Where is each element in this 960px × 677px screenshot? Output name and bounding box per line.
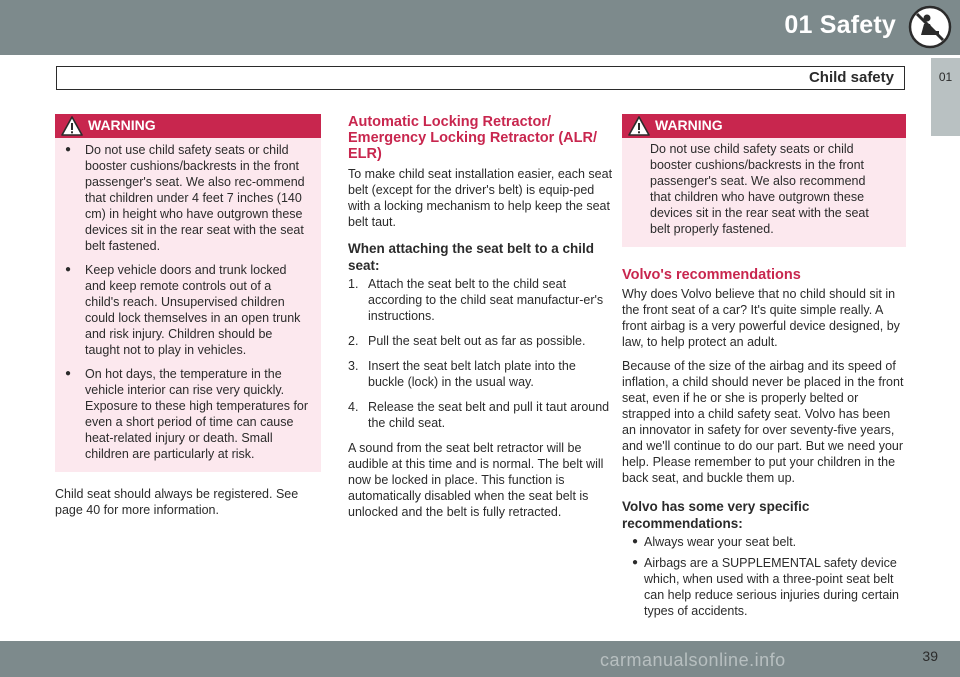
watermark-text: carmanualsonline.info <box>600 650 786 670</box>
recommendations-heading: Volvo's recommendations <box>622 267 801 283</box>
warning-item: ● Keep vehicle doors and trunk locked and keep remote controls out of a child's reach. Unsupervised children could lock themselves in an open trunk and risk injury. Children should be taught not to play in vehicles. <box>55 262 309 358</box>
recommendation-item: ● Airbags are a SUPPLEMENTAL safety device which, when used with a three-point seat belt can help reduce serious injuries during certain types of accidents. <box>622 555 906 619</box>
recommendations-paragraph-2: Because of the size of the airbag and its speed of inflation, a child should never be placed in the front seat, even if he or she is properly belted or strapped into a child safety seat. Volvo has been an innovator in safety for over seventy-five years, and we'll continue to do our part. But we need your help. Please remember to put your children in the back seat, and buckle them up. <box>622 359 904 485</box>
warning-triangle-icon <box>61 116 83 136</box>
attach-steps-list <box>348 276 614 431</box>
step-text: Release the seat belt and pull it taut around the child seat. <box>368 400 610 430</box>
step-item <box>348 333 614 349</box>
step-number: 2. <box>348 334 359 348</box>
section-header <box>56 66 905 90</box>
warning-triangle-icon <box>628 116 650 136</box>
footer-bar <box>0 641 960 677</box>
column-2 <box>348 114 614 520</box>
column-3 <box>622 114 906 627</box>
retractor-paragraph: A sound from the seat belt retractor will be audible at this time and is normal. The belt will now be locked in place. This function is automatically disabled when the seat belt is unlocked and the belt is fully retracted. <box>348 441 604 519</box>
warning-header <box>622 114 906 138</box>
warning-header <box>55 114 321 138</box>
attach-subheading: When attaching the seat belt to a child seat: <box>348 241 595 273</box>
recommendations-paragraph-1: Why does Volvo believe that no child should sit in the front seat of a car? It's quite simple really. A front airbag is a very powerful device designed, by law, to help protect an adult. <box>622 287 900 349</box>
alr-intro-paragraph: To make child seat installation easier, each seat belt (except for the driver's belt) is equip-ped with a locking mechanism to help keep the seat belt taut. <box>348 167 613 229</box>
warning-item: ● On hot days, the temperature in the vehicle interior can rise very quickly. Exposure to these high temperatures for even a short period of time can cause heat-related injury or death. Small children are particularly at risk. <box>55 366 309 462</box>
step-text: Attach the seat belt to the child seat according to the child seat manufactur-er's instructions. <box>368 277 604 323</box>
step-number: 4. <box>348 400 359 414</box>
warning-text: Do not use child safety seats or child booster cushions/backrests in the front passenger's seat. We also recommend that children who have outgrown these devices sit in the rear seat with the seat belt properly fastened. <box>650 142 869 236</box>
page-number: 39 <box>922 648 938 664</box>
step-text: Pull the seat belt out as far as possible. <box>368 334 586 348</box>
header-bar <box>0 0 960 55</box>
recommendations-list <box>622 534 906 619</box>
registration-paragraph: Child seat should always be registered. See page 40 for more information. <box>55 487 299 517</box>
step-number: 3. <box>348 359 359 373</box>
alr-elr-heading: Automatic Locking Retractor/ Emergency Locking Retractor (ALR/ ELR) <box>348 114 597 162</box>
warning-box <box>622 114 906 247</box>
step-item <box>348 399 614 431</box>
step-item <box>348 358 614 390</box>
column-1 <box>55 114 321 518</box>
child-seat-safety-icon <box>908 5 952 49</box>
warning-title: WARNING <box>655 117 723 133</box>
warning-list <box>55 138 321 462</box>
chapter-title: 01 Safety <box>784 11 896 39</box>
chapter-tab-label: 01 <box>938 70 953 84</box>
section-title: Child safety <box>808 69 894 86</box>
chapter-tab <box>931 58 960 136</box>
step-text: Insert the seat belt latch plate into the buckle (lock) in the usual way. <box>368 359 576 389</box>
step-number: 1. <box>348 277 359 291</box>
specific-recommendations-subheading: Volvo has some very specific recommendations: <box>622 499 810 531</box>
step-item <box>348 276 614 324</box>
warning-box <box>55 114 321 472</box>
warning-title: WARNING <box>88 117 156 133</box>
recommendation-item: ● Always wear your seat belt. <box>622 534 906 550</box>
warning-item: ● Do not use child safety seats or child booster cushions/backrests in the front passenger's seat. We also rec-ommend that children under 4 feet 7 inches (140 cm) in height who have outgrown these devices sit in the rear seat with the seat belt fastened. <box>55 142 309 254</box>
